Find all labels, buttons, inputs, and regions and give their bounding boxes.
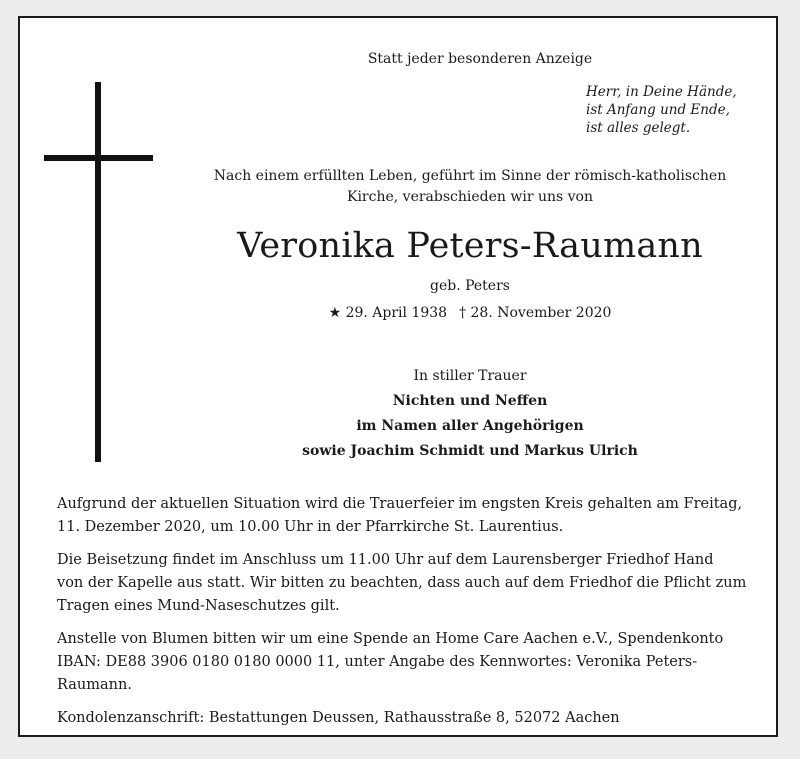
mourners-family: im Namen aller Angehörigen xyxy=(356,418,584,434)
header-note: Statt jeder besonderen Anzeige xyxy=(367,51,593,67)
mourners-block xyxy=(190,364,750,464)
life-dates xyxy=(190,305,750,321)
quote-line: ist alles gelegt. xyxy=(586,120,691,136)
cross-horizontal-bar xyxy=(44,155,153,161)
paragraph-line: IBAN: DE88 3906 0180 0180 0000 11, unter Angabe des Kennwortes: Veronika Peters-Raumann. xyxy=(57,654,698,693)
paragraph-line: Aufgrund der aktuellen Situation wird die Trauerfeier im engsten Kreis gehalten am Freitag, xyxy=(57,496,743,512)
paragraph-line: 11. Dezember 2020, um 10.00 Uhr in der Pfarrkirche St. Laurentius. xyxy=(57,519,564,535)
intro-line: Kirche, verabschieden wir uns von xyxy=(346,189,593,205)
bible-quote xyxy=(586,83,737,137)
intro-text xyxy=(190,166,750,208)
paragraph-line: Anstelle von Blumen bitten wir um eine Spende an Home Care Aachen e.V., Spendenkonto xyxy=(57,631,724,647)
mourners-names: sowie Joachim Schmidt und Markus Ulrich xyxy=(302,443,638,459)
birth-name: geb. Peters xyxy=(430,278,510,294)
birth-date: ★ 29. April 1938 xyxy=(328,305,448,321)
cross-vertical-bar xyxy=(95,82,101,462)
quote-line: Herr, in Deine Hände, xyxy=(586,84,737,100)
quote-line: ist Anfang und Ende, xyxy=(586,102,730,118)
paragraph-line: Kondolenzanschrift: Bestattungen Deussen, Rathausstraße 8, 52072 Aachen xyxy=(57,710,620,726)
notice-details xyxy=(57,493,757,740)
deceased-name: Veronika Peters-Raumann xyxy=(237,226,703,266)
condolence-address xyxy=(57,707,757,730)
burial-paragraph xyxy=(57,549,757,618)
mourners-relatives: Nichten und Neffen xyxy=(392,393,548,409)
paragraph-line: Die Beisetzung findet im Anschluss um 11.00 Uhr auf dem Laurensberger Friedhof Hand xyxy=(57,552,714,568)
intro-line: Nach einem erfüllten Leben, geführt im Sinne der römisch-katholischen xyxy=(213,168,727,184)
obituary-card xyxy=(18,16,778,737)
death-date: † 28. November 2020 xyxy=(459,305,612,321)
mourning-line: In stiller Trauer xyxy=(413,368,527,384)
funeral-paragraph xyxy=(57,493,757,539)
paragraph-line: Tragen eines Mund-Naseschutzes gilt. xyxy=(57,598,340,614)
paragraph-line: von der Kapelle aus statt. Wir bitten zu beachten, dass auch auf dem Friedhof die Pflicht zum xyxy=(57,575,747,591)
donation-paragraph xyxy=(57,628,757,697)
